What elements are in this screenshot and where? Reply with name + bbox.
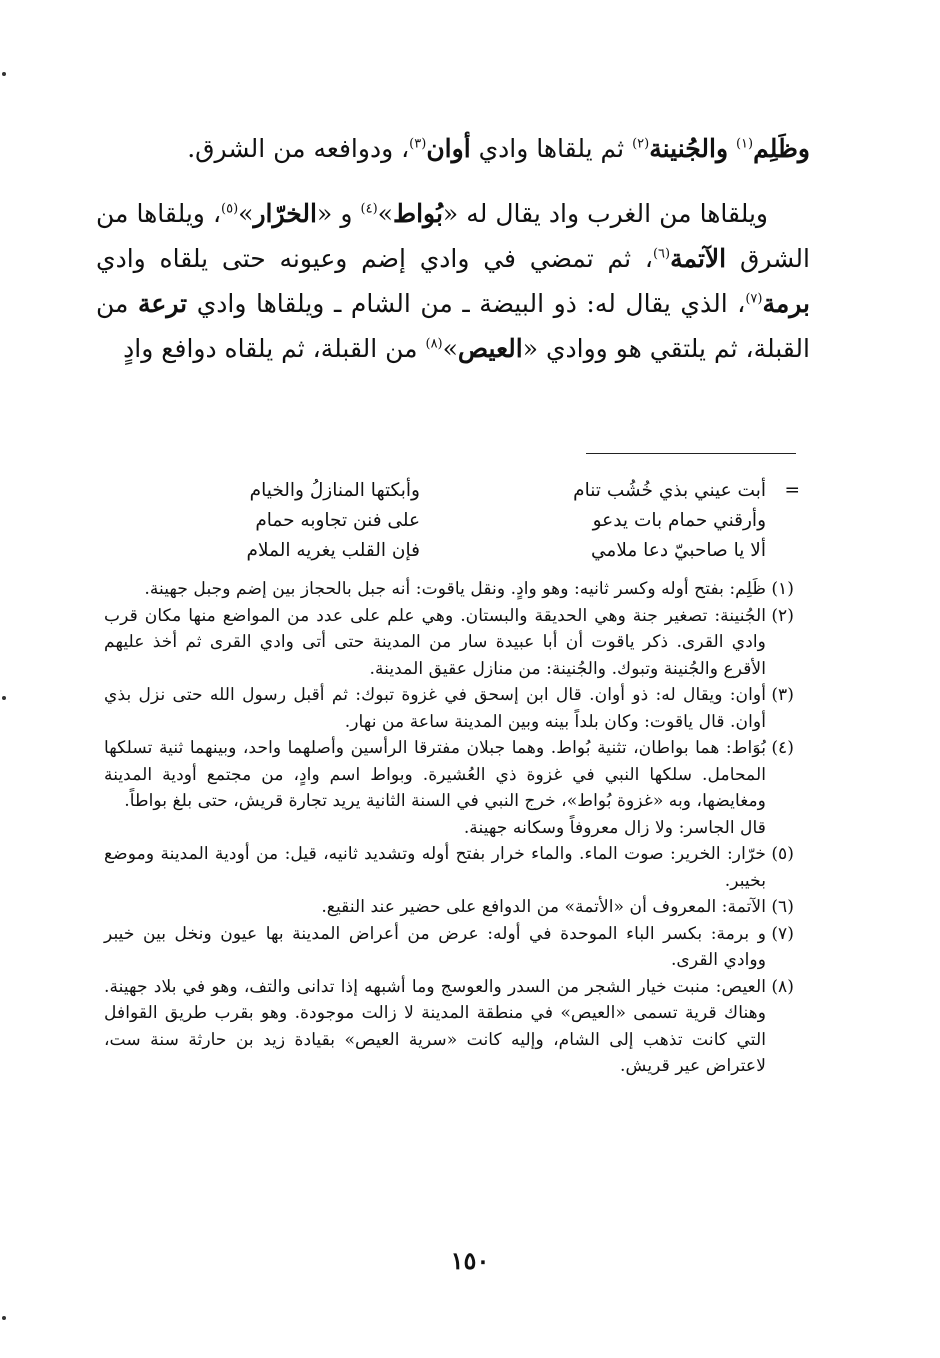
footnote-ref: (١) xyxy=(735,136,754,152)
term-tur-a: ترعة xyxy=(138,289,188,318)
footnote-number: (٥) xyxy=(771,844,794,864)
continuation-mark: = xyxy=(784,480,800,501)
text-run: ويلقاها من الغرب واد يقال له « xyxy=(442,199,768,228)
poem-line xyxy=(110,536,800,566)
footnote-text: و برمة: بكسر الباء الموحدة في أوله: عرض من أعراض المدينة بها عيون ونخل بين خيبر ووادي القرى. xyxy=(104,923,766,970)
text-run: ، الذي يقال له: ذو البيضة ـ من الشام ـ ويلقاها وادي xyxy=(196,289,746,318)
text-run: ، ثم تمضي في وادي إضم وعيونه حتى يلقاه وادي xyxy=(96,244,653,273)
footnote-7 xyxy=(104,921,794,974)
scan-speck xyxy=(2,72,6,76)
paragraph-1 xyxy=(96,126,810,171)
term-junayna: والجُنينة xyxy=(649,134,729,163)
poem-line xyxy=(110,476,800,506)
text-run: من القبلة، ثم يلقاه دوافع وادٍ xyxy=(123,334,418,363)
term-birma: برمة xyxy=(762,289,810,318)
footnote-2 xyxy=(104,603,794,683)
term-ays: العيص xyxy=(457,334,523,363)
footnote-ref: (٦) xyxy=(652,246,671,262)
text-run: ، ودوافعه من الشرق. xyxy=(187,134,410,163)
footnote-number: (٢) xyxy=(771,605,794,626)
scan-speck xyxy=(2,696,6,700)
poem-block xyxy=(110,476,800,566)
footnote-3 xyxy=(104,682,794,735)
main-text xyxy=(96,126,810,371)
poem-hemistich: أبت عيني بذي خُشُب تنام xyxy=(573,480,766,501)
scan-speck xyxy=(2,1316,6,1320)
footnote-text: العيص: منبت خيار الشجر من السدر والعوسج وما أشبهه إذا تدانى والتف، وهو في بلاد جهينة. وهناك قرية تسمى «العيص» في منطقة المدينة لا زالت موجودة. وهو بقرب طريق القوافل التي كانت تذهب إلى الشام، وإليه كانت «سرية العيص» بقيادة زيد بن حارثة سنة ست، لاعتراض عير قريش. xyxy=(104,976,766,1076)
term-kharrar: الخرّار xyxy=(253,199,317,228)
poem-hemistich: وأرقني حمام بات يدعو xyxy=(592,510,766,531)
footnote-number: (١) xyxy=(771,579,794,599)
footnote-ref: (٣) xyxy=(409,136,427,152)
footnote-5 xyxy=(104,841,794,894)
footnote-text: الجُنينة: تصغير جنة وهي الحديقة والبستان. وهي علم على عدد من المواضع منها مكان قرب وادي القرى. ذكر ياقوت أن أبا عبيدة سار من المدينة حتى أتى وادي القرى ثم أخذ عليهم الأقرع والجُنينة وتبوك. والجُنينة: من منازل عقيق المدينة. xyxy=(104,605,766,679)
term-atma: الآتمة xyxy=(670,244,727,273)
paragraph-2 xyxy=(96,191,810,371)
footnote-ref: (٨) xyxy=(425,336,443,352)
footnote-text: أوان: ويقال له: ذو أوان. قال ابن إسحق في غزوة تبوك: ثم أقبل رسول الله حتى نزل بذي أوان. قال ياقوت: وكان بلداً بينه وبين المدينة ساعة من نهار. xyxy=(104,685,767,732)
term-buwat: بُواط xyxy=(392,199,443,228)
page-number: ١٥٠ xyxy=(450,1246,490,1275)
text-run: من القبلة، ثم يلتقي هو ووادي « xyxy=(96,289,810,363)
footnote-8 xyxy=(104,974,794,1080)
poem-hemistich: وأبكتها المنازلُ والخيام xyxy=(249,480,420,501)
footnote-text: الآتمة: المعروف أن «الأتمة» من الدوافع على حضير عند النقيع. xyxy=(321,897,766,917)
poem-hemistich: على فنن تجاوبه حمام xyxy=(255,510,420,531)
footnote-ref: (٢) xyxy=(632,136,650,152)
footnote-number: (٦) xyxy=(771,897,794,917)
footnote-separator xyxy=(586,453,796,454)
footnote-4 xyxy=(104,735,794,841)
footnote-ref: (٥) xyxy=(221,201,239,217)
poem-hemistich: ألا يا صاحبيّ دعا ملامي xyxy=(591,540,766,561)
footnote-ref: (٤) xyxy=(360,201,378,217)
term-awan: أوان xyxy=(426,134,471,163)
footnote-6 xyxy=(104,894,794,921)
text-run: ثم يلقاها وادي xyxy=(478,134,625,163)
footnote-text: ظَلِم: بفتح أوله وكسر ثانيه: وهو وادٍ. ونقل ياقوت: أنه جبل بالحجاز بين إضم وجبل جهينة. xyxy=(144,579,766,599)
text-run: و « xyxy=(316,199,353,228)
text-run: » xyxy=(442,334,458,363)
footnote-number: (٨) xyxy=(771,976,794,997)
footnote-number: (٤) xyxy=(771,738,794,758)
poem-hemistich: فإن القلب يغريه الملام xyxy=(246,540,420,561)
term-zalim: وظَلِم xyxy=(753,134,810,163)
text-run: » xyxy=(377,199,393,228)
footnote-text: خرّار: الخرير: صوت الماء. والماء خرار بفتح أوله وتشديد ثانيه، قيل: من أودية المدينة وموضع بخيبر. xyxy=(104,844,766,891)
footnote-number: (٣) xyxy=(771,685,794,705)
footnote-text: بُوَاط: هما بواطان، تثنية بُواط. وهما جبلان مفترقا الرأسين وأصلهما واحد، وبينهما ثنية تسلكها المحامل. سلكها النبي في غزوة ذي العُشيرة. وبواط اسم وادٍ، من مجتمع أودية المدينة ومغايضها، وبه «غزوة بُواط»، خرج النبي في السنة الثانية يريد تجارة قريش، حتى بلغ بواطاً. xyxy=(104,738,766,811)
text-run: ، ويلقاها من الشرق xyxy=(96,199,810,273)
text-run: » xyxy=(238,199,254,228)
footnote-addendum: قال الجاسر: ولا زال معروفاً وسكانه جهينة. xyxy=(463,817,766,838)
footnote-number: (٧) xyxy=(771,923,794,944)
poem-line xyxy=(110,506,800,536)
footnote-1 xyxy=(104,576,794,603)
footnote-ref: (٧) xyxy=(745,291,763,307)
footnotes xyxy=(104,576,794,1080)
